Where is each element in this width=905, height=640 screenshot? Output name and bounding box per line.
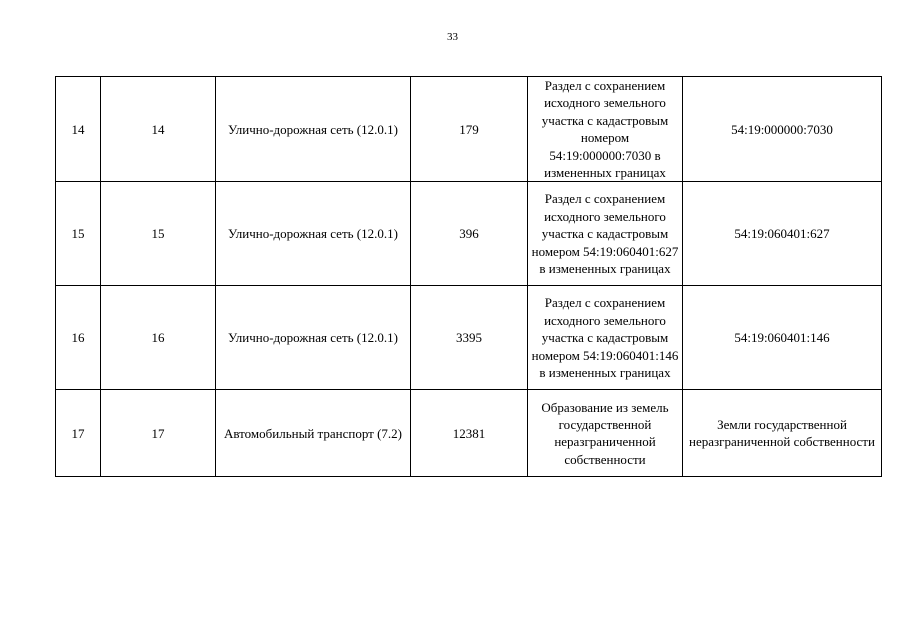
table-row [56,286,882,390]
row-number-cell: 15 [56,182,101,286]
cadastral-number-cell: Земли государственной неразграниченной собственности [683,390,882,477]
page-number: 33 [447,31,458,43]
permitted-use-cell: Автомобильный транспорт (7.2) [216,390,411,477]
plot-id-cell: 16 [101,286,216,390]
formation-method-cell: Раздел с сохранением исходного земельного участка с кадастровым номером 54:19:060401:627 в измененных границах [528,182,683,286]
area-cell: 3395 [411,286,528,390]
area-cell: 12381 [411,390,528,477]
table-row [56,182,882,286]
permitted-use-cell: Улично-дорожная сеть (12.0.1) [216,77,411,182]
row-number-cell: 14 [56,77,101,182]
plot-id-cell: 15 [101,182,216,286]
formation-method-cell: Раздел с сохранением исходного земельного участка с кадастровым номером 54:19:000000:7030 в измененных границах [528,77,683,182]
cadastral-number-cell: 54:19:000000:7030 [683,77,882,182]
area-cell: 396 [411,182,528,286]
land-plots-table [55,76,882,477]
formation-method-cell: Раздел с сохранением исходного земельного участка с кадастровым номером 54:19:060401:146 в измененных границах [528,286,683,390]
table-row [56,390,882,477]
row-number-cell: 17 [56,390,101,477]
table-row [56,77,882,182]
plot-id-cell: 17 [101,390,216,477]
cadastral-number-cell: 54:19:060401:146 [683,286,882,390]
permitted-use-cell: Улично-дорожная сеть (12.0.1) [216,286,411,390]
row-number-cell: 16 [56,286,101,390]
plot-id-cell: 14 [101,77,216,182]
area-cell: 179 [411,77,528,182]
cadastral-number-cell: 54:19:060401:627 [683,182,882,286]
formation-method-cell: Образование из земель государственной неразграниченной собственности [528,390,683,477]
permitted-use-cell: Улично-дорожная сеть (12.0.1) [216,182,411,286]
